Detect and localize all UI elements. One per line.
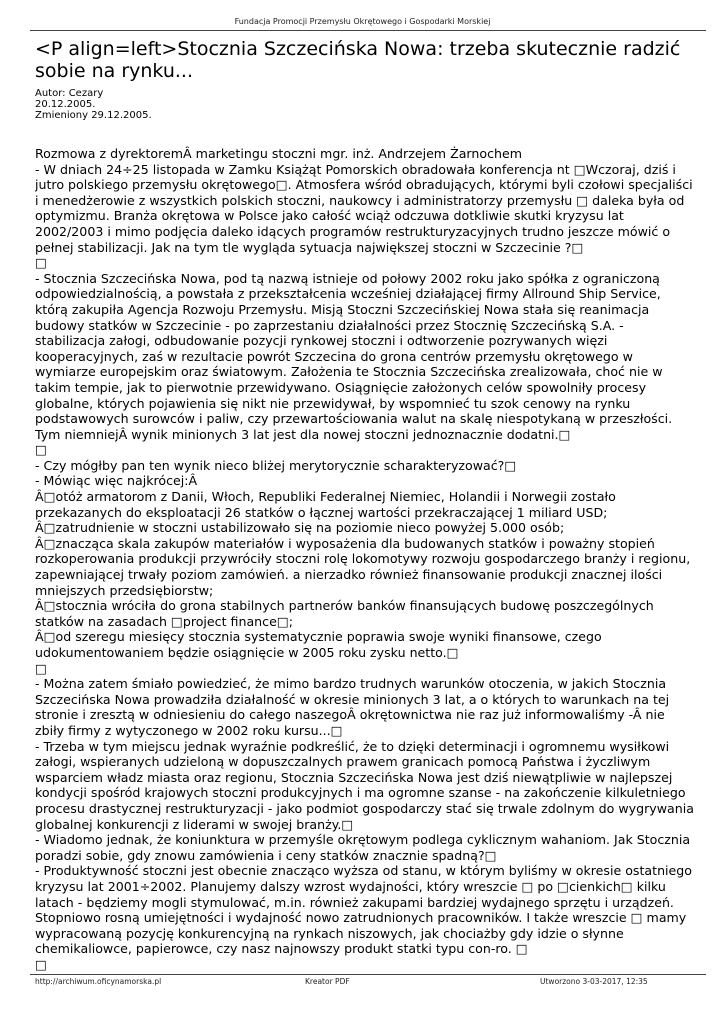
paragraph: - Mówiąc więc najkrócej:Â xyxy=(35,473,198,489)
paragraph: - W dniach 24÷25 listopada w Zamku Książąt Pomorskich obradowała konferencja nt □Wczoraj, dziś i jutro polskiego przemysłu okrętowego□. Atmosfera wśród obradujących, którymi byli czołowi specjaliści i menedżerowie z wszystkich polskich stoczni, naukowcy i administratorzy przemysłu □ daleka była od optymizmu. Branża okrętowa w Polsce jako całość wciąż odczuwa dotkliwie skutki kryzysu lat 2002/2003 i mimo podjęcia daleko idących programów restrukturyzacyjnych trudno jeszcze mówić o pełnej stabilizacji. Jak na tym tle wygląda sytuacja największej stoczni w Szczecinie ?□ xyxy=(35,161,693,255)
paragraph: Â□stocznia wróciła do grona stabilnych partnerów banków finansujących budowę poszczególnych statków na zasadach □project finance□; xyxy=(35,598,654,629)
paragraph: □ xyxy=(35,660,47,676)
paragraph: - Stocznia Szczecińska Nowa, pod tą nazwą istnieje od połowy 2002 roku jako spółka z ograniczoną odpowiedzialnością, a powstała z przekształcenia wcześniej działającej firmy Allround Ship Service, którą zakupiła Agencja Rozwoju Przemysłu. Misją Stoczni Szczecińskiej Nowa stała się reanimacja budowy statków w Szczecinie - po zaprzestaniu działalności przez Stocznię Szczecińską S.A. - stabilizacja załogi, odbudowanie pozycji rynkowej stoczni i odtworzenie pozrywanych więzi kooperacyjnych, zaś w rezultacie powrót Szczecina do grona centrów przemysłu okrętowego w wymiarze europejskim oraz światowym. Założenia te Stocznia Szczecińska zrealizowała, choć nie w takim tempie, jak to pierwotnie przewidywano. Osiągnięcie założonych celów spowolniły procesy globalne, których pojawienia się nikt nie przewidywał, by wspomnieć tu szok cenowy na rynku podstawowych surowców i paliw, czy przewartościowania walut na skalę niespotykaną w przeszłości. Tym niemniejÂ wynik minionych 3 lat jest dla nowej stoczni jednoznacznie dodatni.□ xyxy=(35,270,673,442)
paragraph: - Czy mógłby pan ten wynik nieco bliżej merytorycznie scharakteryzować?□ xyxy=(35,457,517,473)
paragraph: - Wiadomo jednak, że koniunktura w przemyśle okrętowym podlega cyklicznym wahaniom. Jak Stocznia poradzi sobie, gdy znowu zamówienia i ceny statków znacznie spadną?□ xyxy=(35,832,691,863)
footer-creator: Kreator PDF xyxy=(305,977,350,986)
paragraph: Â□znacząca skala zakupów materiałów i wyposażenia dla budowanych statków i poważny stopień rozkoperowania produkcji przywróciły stoczni rolę lokomotywy rozwoju gospodarczego branży i regionu, zapewniającej trwały poziom zamówień. a nierzadko również finansowanie produkcji znacznej ilości mniejszych przedsiębiorstw; xyxy=(35,535,691,598)
paragraph: Â□zatrudnienie w stoczni ustabilizowało się na poziomie nieco powyżej 5.000 osób; xyxy=(35,520,565,536)
footer-created: Utworzono 3-03-2017, 12:35 xyxy=(540,977,648,986)
paragraph: □ xyxy=(35,255,47,271)
footer-url: http://archiwum.oficynamorska.pl xyxy=(35,977,162,986)
paragraph: □ xyxy=(35,956,47,971)
header-divider xyxy=(30,30,706,31)
article-meta xyxy=(35,88,152,121)
footer-divider xyxy=(30,974,706,975)
paragraph: - Trzeba w tym miejscu jednak wyraźnie podkreślić, że to dzięki determinacji i ogromnemu wysiłkowi załogi, wspieranych udzieloną w dopuszczalnych prawem granicach pomocą Państwa i życzliwym wsparciem władz miasta oraz regionu, Stocznia Szczecińska Nowa jest dziś niewątpliwie w najlepszej kondycji spośród krajowych stoczni produkcyjnych i ma ogromne szanse - na zakończenie kilkuletniego procesu drastycznej restrukturyzacji - jako podmiot gospodarczy stać się trwale zdolnym do wygrywania globalnej konkurencji z liderami w swojej branży.□ xyxy=(35,738,694,832)
paragraph: Â□otóż armatorom z Danii, Włoch, Republiki Federalnej Niemiec, Holandii i Norwegii zostało przekazanych do eksploatacji 26 statków o łącznej wartości przekraczającej 1 miliard USD; xyxy=(35,489,616,520)
paragraph: - Produktywność stoczni jest obecnie znacząco wyższa od stanu, w którym byliśmy w okresie ostatniego kryzysu lat 2001÷2002. Planujemy dalszy wzrost wydajności, który wreszcie □ po □cienkich□ kilku latach - będziemy mogli stymulować, m.in. również zakupami bardziej wydajnego sprzętu i urządzeń. Stopniowo rosną umiejętności i wydajność nowo zatrudnionych pracowników. I także wreszcie □ mamy wypracowaną pozycję konkurencyjną na rynkach niszowych, jak chociażby gdy idzie o słynne chemikaliowce, papierowce, czy nasz najnowszy produkt statki typu con-ro. □ xyxy=(35,863,692,957)
paragraph: - Można zatem śmiało powiedzieć, że mimo bardzo trudnych warunków otoczenia, w jakich Stocznia Szczecińska Nowa prowadziła działalność w okresie minionych 3 lat, a o których to warunkach na tej stronie i zresztą w odniesieniu do całego naszegoÂ okrętownictwa nie raz już informowaliśmy -Â nie zbiły firmy z wytyczonego w 2002 roku kursu...□ xyxy=(35,676,670,738)
article-body xyxy=(35,146,695,971)
author-line: Autor: Cezary xyxy=(35,88,104,99)
article-title: <P align=left>Stocznia Szczecińska Nowa: trzeba skutecznie radzić sobie na rynku... xyxy=(35,38,681,82)
date-line: 20.12.2005. xyxy=(35,99,96,110)
paragraph: Â□od szeregu miesięcy stocznia systematycznie poprawia swoje wyniki finansowe, czego udokumentowaniem będzie osiągnięcie w 2005 roku zysku netto.□ xyxy=(35,629,602,660)
paragraph: □ xyxy=(35,442,47,458)
paragraph: Rozmowa z dyrektoremÂ marketingu stoczni mgr. inż. Andrzejem Żarnochem xyxy=(35,146,522,161)
modified-line: Zmieniony 29.12.2005. xyxy=(35,110,152,121)
page-header: Fundacja Promocji Przemysłu Okrętowego i Gospodarki Morskiej xyxy=(234,17,491,26)
